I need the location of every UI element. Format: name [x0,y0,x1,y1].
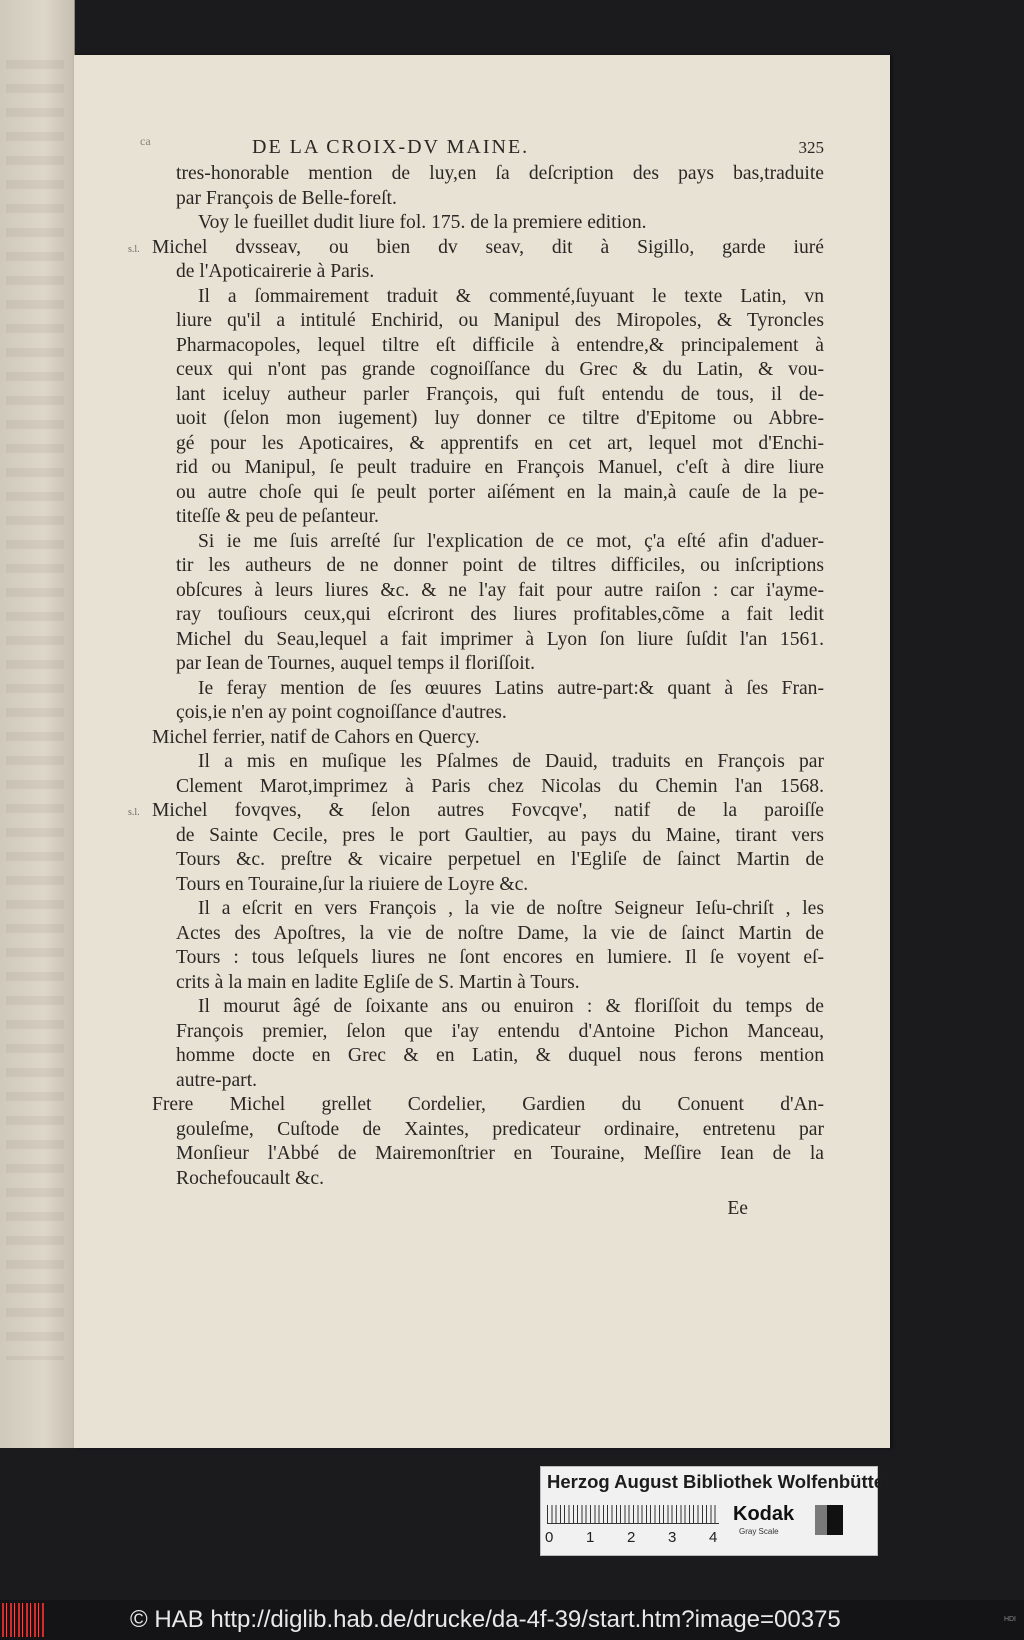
margin-mark: s.l. [128,807,140,818]
text-line: par François de Belle-foreſt. [176,187,397,209]
kodak-logo: Kodak [733,1503,795,1525]
text-line: Tours en Touraine,ſur la riuiere de Loyre &c. [176,873,529,895]
margin-mark: s.l. [128,243,140,255]
text-line: çois,ie n'en ay point cognoiſſance d'autres. [176,702,507,723]
black-patch [827,1505,843,1535]
text-line: Actes des Apoſtres, la vie de noſtre Dame, la vie de ſainct Martin de [176,922,824,944]
text-line: uoit (ſelon mon iugement) luy donner ce tiltre d'Epitome ou Abbre- [176,408,824,429]
ruler-scale [547,1505,719,1524]
entry-heading: Michel ferrier, natif de Cahors en Quercy. [152,726,480,748]
ruler-number: 4 [709,1529,718,1546]
text-line: Michel du Seau,lequel a fait imprimer à Lyon ſon liure ſuſdit l'an 1561. [176,628,824,650]
book-page [74,55,890,1448]
ruler-number: 1 [586,1529,595,1546]
text-line: Il mourut âgé de ſoixante ans ou enuiron : & floriſſoit du temps de [198,996,824,1017]
text-line: liure qu'il a intitulé Enchirid, ou Manipul des Miropoles, & Tyroncles [176,310,824,331]
gray-patch [815,1505,827,1535]
smudge-mark: ca [140,134,151,148]
ruler-numbers [545,1529,725,1549]
gray-scale-label: Gray Scale [739,1527,779,1536]
text-line: titeſſe & peu de peſanteur. [176,506,379,527]
corner-mark: HDI [1003,1616,1016,1623]
entry-heading: s.l. Michel dvsseav, ou bien dv seav, dit à Sigillo, garde iuré [152,236,824,261]
text-line: rid ou Manipul, ſe peult traduire en François Manuel, c'eſt à dire liure [176,457,824,478]
text-line: Tours : tous leſquels liures ne ſont encores en lumiere. Il ſe voyent eſ- [176,947,824,968]
text-line: Il a ſommairement traduit & commenté,ſuyuant le texte Latin, vn [198,285,824,307]
text-line: autre-part. [176,1069,258,1091]
text-line: obſcures à leurs liures &c. & ne l'ay fait pour autre raiſon : car i'ayme- [176,579,824,601]
ruler-number: 2 [627,1529,636,1546]
running-header [140,133,824,161]
text-line: lant iceluy autheur parler François, qui fuſt entendu de tous, il de- [176,383,824,405]
signature-mark: Ee [727,1198,748,1219]
text-line: Clement Marot,imprimez à Paris chez Nicolas du Chemin l'an 1568. [176,775,824,797]
facing-page-edge [0,0,75,1448]
entry-heading: Frere Michel grellet Cordelier, Gardien du Conuent d'An- [152,1094,824,1115]
text-line: ou autre choſe qui ſe peult porter aiſément en la main,à cauſe de la pe- [176,481,824,503]
text-line: gé pour les Apoticaires, & apprentifs en cet art, lequel mot d'Enchi- [176,432,824,454]
text-line: Monſieur l'Abbé de Mairemonſtrier en Touraine, Meſſire Iean de la [176,1143,824,1164]
text-line: de Sainte Cecile, pres le port Gaultier, au pays du Maine, tirant vers [176,824,824,846]
text-line: Il a mis en muſique les Pſalmes de Dauid, traduits en François par [198,751,824,772]
text-line: Ie feray mention de ſes œuures Latins autre-part:& quant à ſes Fran- [198,677,824,699]
library-name: Herzog August Bibliothek Wolfenbüttel [547,1471,890,1492]
barcode-icon [2,1603,46,1637]
color-calibration-label [540,1466,890,1556]
text-line: François premier, ſelon que i'ay entendu d'Antoine Pichon Manceau, [176,1020,824,1042]
source-url[interactable]: © HAB http://diglib.hab.de/drucke/da-4f-39/start.htm?image=00375 [130,1606,841,1633]
entry-heading: s.l. Michel fovqves, & ſelon autres Fovcqve', natif de la paroiſſe [152,799,824,824]
text-line: Voy le fueillet dudit liure fol. 175. de la premiere edition. [198,212,647,233]
text-line: tres-honorable mention de luy,en ſa deſcription des pays bas,traduite [176,163,824,184]
text-line: par Iean de Tournes, auquel temps il floriſſoit. [176,653,536,674]
text-line: Rochefoucault &c. [176,1167,324,1189]
text-line: homme docte en Grec & en Latin, & duquel nous ferons mention [176,1045,824,1066]
ruler-number: 3 [668,1529,677,1546]
text-line: tir les autheurs de ne donner point de tiltres difficiles, ou inſcriptions [176,555,824,576]
text-line: crits à la main en ladite Egliſe de S. Martin à Tours. [176,971,580,993]
text-line: Il a eſcrit en vers François , la vie de noſtre Seigneur Ieſu-chriſt , les [198,898,824,919]
text-line: Pharmacopoles, lequel tiltre eſt difficile à entendre,& principalement à [176,334,824,356]
text-line: gouleſme, Cuſtode de Xaintes, predicateur ordinaire, entretenu par [176,1118,824,1140]
bleed-through-text [6,60,64,1360]
footer-bar [0,1600,1024,1640]
text-line: de l'Apoticairerie à Paris. [176,261,375,282]
ruler-number: 0 [545,1529,554,1546]
header-title: DE LA CROIX-DV MAINE. [252,136,530,158]
page-number: 325 [798,138,824,157]
text-line: ceux qui n'ont pas grande cognoiſſance du Grec & du Latin, & vou- [176,359,824,380]
text-line: Tours &c. preſtre & vicaire perpetuel en l'Egliſe de ſainct Martin de [176,849,824,870]
text-line: Si ie me ſuis arreſté ſur l'explication de ce mot, ç'a eſté afin d'aduer- [198,530,824,552]
text-line: ray touſiours ceux,qui eſcriront des liures profitables,cõme a fait ledit [176,604,824,625]
page-text-block [128,133,824,1222]
